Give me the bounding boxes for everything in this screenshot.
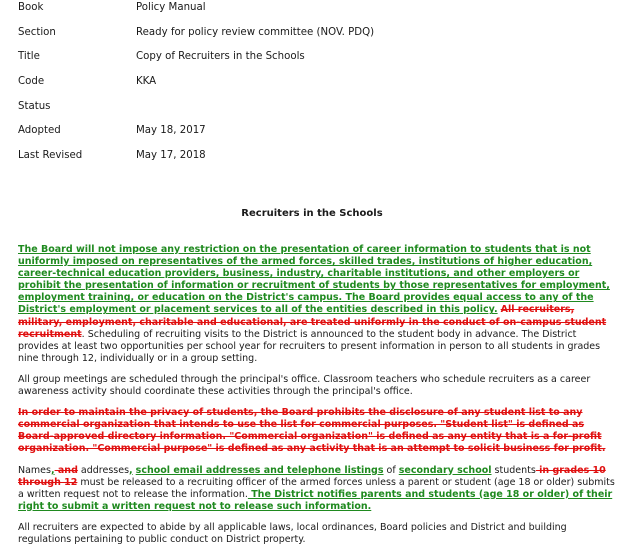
inserted-text: , <box>50 464 55 476</box>
section-heading: Recruiters in the Schools <box>241 208 383 219</box>
inserted-text: The Board will not impose any restriction on the presentation of career information to students that is not uniformly imposed on representatives of the armed forces, skilled trades, institutions of higher education, career-technical education providers, business, industry, charitable institutions, and other employers or prohibit the presentation of information or recruitment of students by those representatives for employment, employment training, or education on the District's campus. The Board provides equal access to any of the District's employment or placement services to all of the entities described in this policy. <box>18 244 610 316</box>
meta-row <box>18 123 618 148</box>
meta-value: Copy of Recruiters in the Schools <box>136 51 305 63</box>
paragraph <box>18 407 616 455</box>
deleted-text: in grades 10 through 12 <box>18 464 606 488</box>
body-text: All group meetings are scheduled through the principal's office. Classroom teachers who schedule recruiters as a career awareness activity should coordinate these activities through the principal's office. <box>18 373 591 398</box>
body-text: students <box>491 464 536 476</box>
inserted-text: The District notifies parents and students (age 18 or older) of their right to submit a written request not to release such information. <box>18 488 613 512</box>
meta-key: Last Revised <box>18 150 83 162</box>
meta-value: May 18, 2017 <box>136 125 206 137</box>
meta-row <box>18 99 618 124</box>
inserted-text: , <box>129 464 133 476</box>
meta-row <box>18 0 618 25</box>
policy-metadata <box>18 0 618 173</box>
policy-body <box>18 244 616 555</box>
body-text: of <box>383 464 399 476</box>
meta-row <box>18 25 618 50</box>
body-text: . Scheduling of recruiting visits to the District is announced to the student body in advance. The District provides at least two opportunities per school year for recruiters to present information in person to all students in grades nine through 12, individually or in a group setting. <box>18 328 601 364</box>
deleted-text: In order to maintain the privacy of students, the Board prohibits the disclosure of any student list to any commercial organization that intends to use the list for commercial purposes. "Student list" is defined as Board-approved directory information. "Commercial organization" is defined as any entity that is a for-profit organization. "Commercial purpose" is defined as any activity that is an attempt to solicit business for profit. <box>18 407 606 455</box>
body-text: must be released to a recruiting officer of the armed forces unless a parent or student (age 18 or older) submits a written request not to release the information. <box>18 476 615 500</box>
body-text: All recruiters are expected to abide by all applicable laws, local ordinances, Board policies and District and building regulations pertaining to public conduct on District property. <box>18 521 567 545</box>
meta-key: Adopted <box>18 125 61 137</box>
meta-key: Title <box>18 51 40 63</box>
meta-key: Book <box>18 2 44 13</box>
meta-value: Policy Manual <box>136 2 206 13</box>
meta-key: Code <box>18 76 45 88</box>
deleted-text: All recruiters, military, employment, charitable and educational, are treated uniformly in the conduct of on-campus student recruitment <box>18 304 607 340</box>
meta-value: KKA <box>136 76 157 88</box>
paragraph <box>18 374 616 398</box>
inserted-text: school email addresses and telephone listings <box>135 464 384 476</box>
meta-value: May 17, 2018 <box>136 150 206 162</box>
meta-row <box>18 74 618 99</box>
paragraph <box>18 522 616 546</box>
meta-row <box>18 148 618 173</box>
paragraph <box>18 465 616 513</box>
paragraph <box>18 244 616 365</box>
meta-key: Section <box>18 26 56 38</box>
meta-value: Ready for policy review committee (NOV. PDQ) <box>136 26 375 38</box>
meta-key: Status <box>18 100 51 112</box>
inserted-text: secondary school <box>398 464 492 476</box>
body-text: addresses <box>77 464 130 476</box>
deleted-text: and <box>54 464 78 476</box>
meta-row <box>18 49 618 74</box>
body-text: Names <box>18 464 51 476</box>
